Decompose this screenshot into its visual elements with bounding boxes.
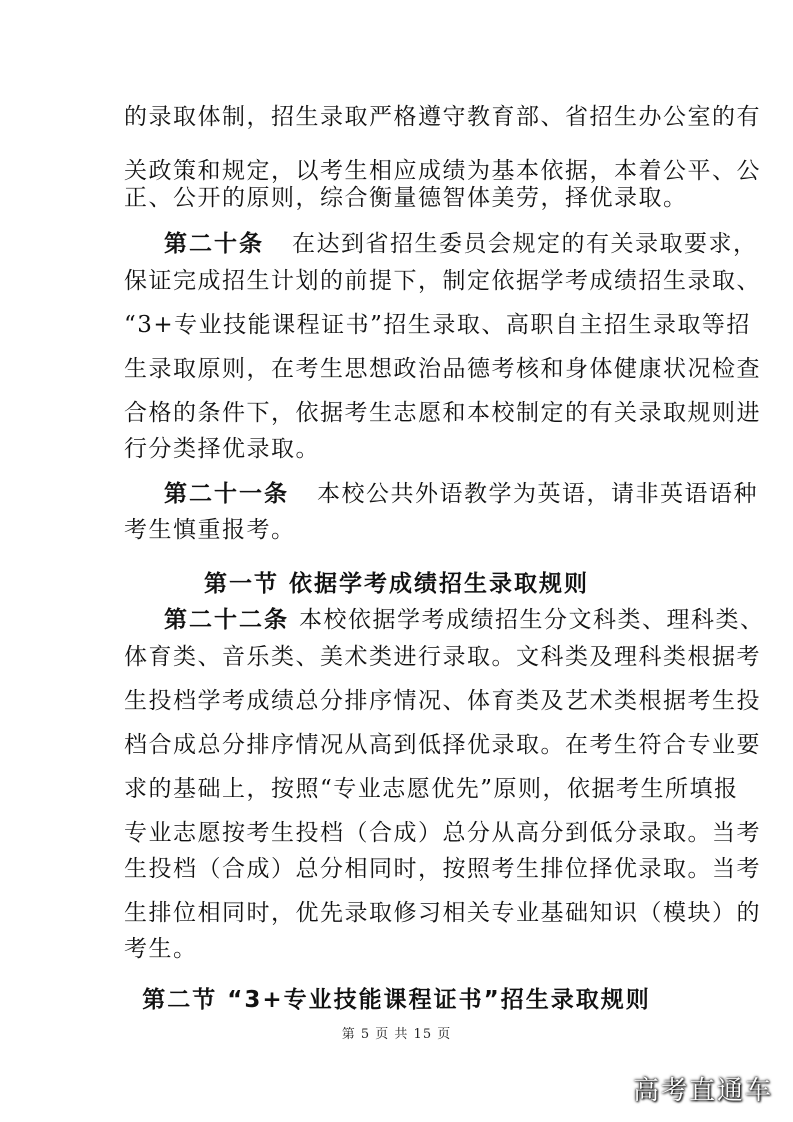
article-text: 本校公共外语教学为英语，请非英语语种 bbox=[317, 481, 758, 507]
text-line: 生投档（合成）总分相同时，按照考生排位择优录取。当考 bbox=[124, 856, 761, 882]
text-line: “3+专业技能课程证书”招生录取、高职自主招生录取等招 bbox=[124, 312, 751, 338]
text-line: 考生。 bbox=[124, 936, 198, 962]
article-20-first-line bbox=[164, 231, 758, 257]
article-22-first-line bbox=[164, 607, 765, 633]
section-heading: 第一节 依据学考成绩招生录取规则 bbox=[203, 571, 589, 597]
text-line: 考生慎重报考。 bbox=[124, 517, 296, 543]
text-line: 求的基础上，按照“专业志愿优先”原则，依据考生所填报 bbox=[124, 776, 739, 802]
article-number: 第二十一条 bbox=[164, 481, 289, 507]
text-line: 关政策和规定，以考生相应成绩为基本依据，本着公平、公 bbox=[124, 158, 761, 184]
article-text: 本校依据学考成绩招生分文科类、理科类、 bbox=[299, 607, 765, 633]
watermark: 高考直通车 bbox=[632, 1076, 773, 1106]
text-line: 生排位相同时，优先录取修习相关专业基础知识（模块）的 bbox=[124, 900, 761, 926]
text-line: 正、公开的原则，综合衡量德智体美劳，择优录取。 bbox=[124, 185, 688, 211]
text-line: 行分类择优录取。 bbox=[124, 436, 320, 462]
text-line: 保证完成招生计划的前提下，制定依据学考成绩招生录取、 bbox=[124, 268, 761, 294]
text-line: 合格的条件下，依据考生志愿和本校制定的有关录取规则进 bbox=[124, 400, 761, 426]
article-number: 第二十二条 bbox=[164, 607, 289, 633]
text-line: 的录取体制，招生录取严格遵守教育部、省招生办公室的有 bbox=[124, 104, 761, 130]
article-21-first-line bbox=[164, 481, 758, 507]
text-line: 体育类、音乐类、美术类进行录取。文科类及理科类根据考 bbox=[124, 644, 761, 670]
article-number: 第二十条 bbox=[164, 231, 264, 257]
section-heading: 第二节 “3+专业技能课程证书”招生录取规则 bbox=[142, 987, 651, 1013]
text-line: 档合成总分排序情况从高到低择优录取。在考生符合专业要 bbox=[124, 732, 761, 758]
text-line: 生录取原则，在考生思想政治品德考核和身体健康状况检查 bbox=[124, 356, 761, 382]
page-footer: 第 5 页 共 15 页 bbox=[341, 1027, 452, 1042]
text-line: 专业志愿按考生投档（合成）总分从高分到低分录取。当考 bbox=[124, 820, 761, 846]
article-text: 在达到省招生委员会规定的有关录取要求， bbox=[292, 231, 758, 257]
text-line: 生投档学考成绩总分排序情况、体育类及艺术类根据考生投 bbox=[124, 688, 761, 714]
